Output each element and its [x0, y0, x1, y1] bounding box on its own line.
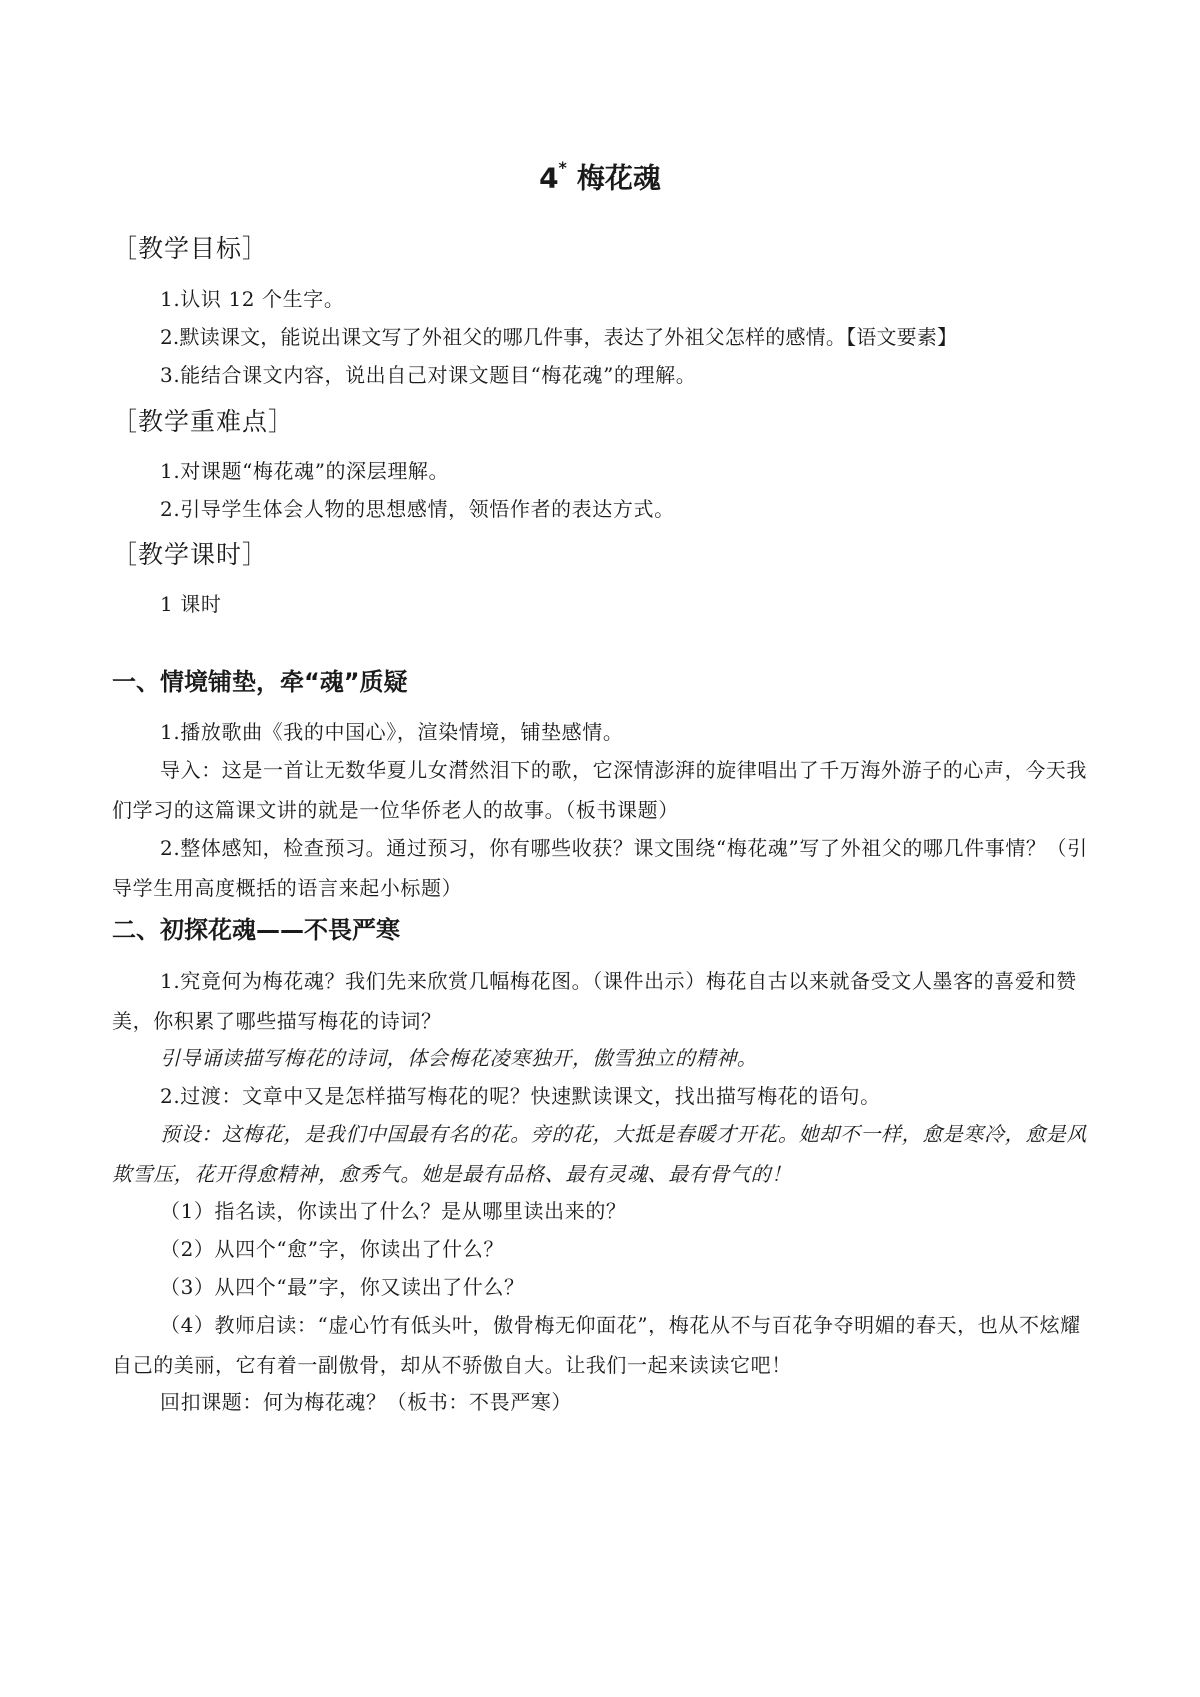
- key-point-item-1: 1.对课题“梅花魂”的深层理解。: [160, 459, 450, 483]
- objectives-heading: ［教学目标］: [112, 234, 269, 263]
- part2-question-2: （2）从四个“愈”字，你读出了什么？: [160, 1237, 504, 1261]
- part2-question-3: （3）从四个“最”字，你又读出了什么？: [160, 1275, 525, 1299]
- part2-paragraph-4: 预设：这梅花，是我们中国最有名的花。旁的花，大抵是春暖才开花。她却不一样，愈是寒冷，愈是风欺雪压，花开得愈精神，愈秀气。她是最有品格、最有灵魂、最有骨气的！: [112, 1122, 1087, 1186]
- part2-question-4: （4）教师启读：“虚心竹有低头叶，傲骨梅无仰面花”，梅花从不与百花争夺明媚的春天，也从不炫耀自己的美丽，它有着一副傲骨，却从不骄傲自大。让我们一起来读读它吧！: [112, 1313, 1081, 1377]
- objective-item-3: 3.能结合课文内容，说出自己对课文题目“梅花魂”的理解。: [160, 363, 697, 387]
- periods-heading: ［教学课时］: [112, 540, 269, 569]
- part2-heading: 二、初探花魂——不畏严寒: [112, 916, 400, 944]
- optional-lesson-mark: *: [558, 158, 567, 177]
- periods-value: 1 课时: [160, 592, 222, 616]
- part2-paragraph-1: 1.究竟何为梅花魂？我们先来欣赏几幅梅花图。（课件出示）梅花自古以来就备受文人墨客的喜爱和赞美，你积累了哪些描写梅花的诗词？: [112, 969, 1077, 1033]
- key-point-item-2: 2.引导学生体会人物的思想感情，领悟作者的表达方式。: [160, 497, 675, 521]
- part2-paragraph-5: 回扣课题：何为梅花魂？（板书：不畏严寒）: [160, 1390, 572, 1414]
- part2-paragraph-3: 2.过渡：文章中又是怎样描写梅花的呢？快速默读课文，找出描写梅花的语句。: [160, 1084, 881, 1108]
- part1-paragraph-3: 2.整体感知，检查预习。通过预习，你有哪些收获？课文围绕“梅花魂”写了外祖父的哪几件事情？（引导学生用高度概括的语言来起小标题）: [112, 836, 1088, 900]
- lesson-number: 4: [539, 161, 559, 195]
- objective-item-2: 2.默读课文，能说出课文写了外祖父的哪几件事，表达了外祖父怎样的感情。【语文要素】: [160, 325, 958, 349]
- part2-question-1: （1）指名读，你读出了什么？是从哪里读出来的？: [160, 1199, 627, 1223]
- objective-item-1: 1.认识 12 个生字。: [160, 287, 345, 311]
- part2-paragraph-2: 引导诵读描写梅花的诗词，体会梅花凌寒独开，傲雪独立的精神。: [160, 1046, 758, 1070]
- part1-paragraph-1: 1.播放歌曲《我的中国心》，渲染情境，铺垫感情。: [160, 720, 624, 744]
- lesson-title: 梅花魂: [576, 161, 661, 195]
- part1-heading: 一、情境铺垫，牵“魂”质疑: [112, 668, 408, 696]
- key-points-heading: ［教学重难点］: [112, 407, 295, 436]
- part1-paragraph-2: 导入：这是一首让无数华夏儿女潸然泪下的歌，它深情澎湃的旋律唱出了千万海外游子的心声，今天我们学习的这篇课文讲的就是一位华侨老人的故事。（板书课题）: [112, 758, 1087, 822]
- page-title: [0, 152, 1200, 198]
